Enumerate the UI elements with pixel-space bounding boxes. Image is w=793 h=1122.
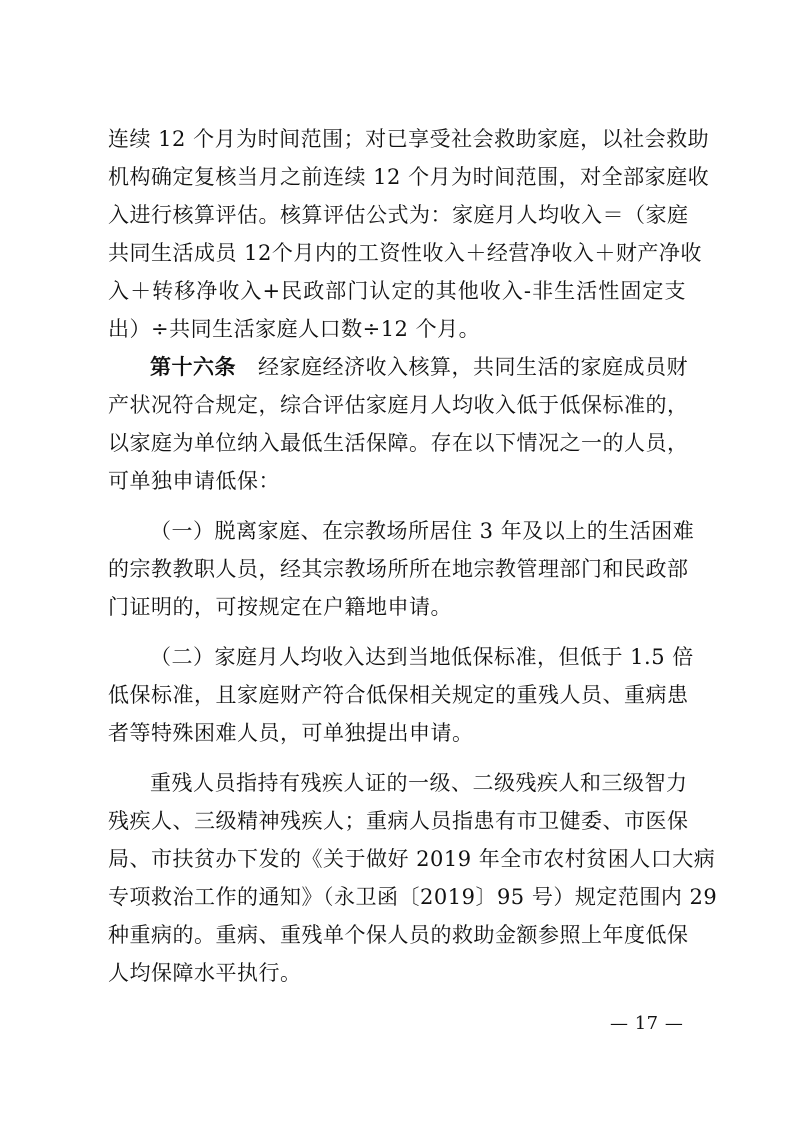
body-text-line: 的宗教教职人员，经其宗教场所所在地宗教管理部门和民政部 <box>108 557 689 581</box>
body-text-line: 局、市扶贫办下发的《关于做好 2019 年全市农村贫困人口大病 <box>108 847 716 871</box>
page-number: — 17 — <box>610 1013 684 1034</box>
body-text-line: 残疾人、三级精神残疾人；重病人员指患有市卫健委、市医保 <box>108 809 689 833</box>
body-text-line: 人均保障水平执行。 <box>108 961 302 985</box>
body-text-line: 可单独申请低保： <box>108 469 280 493</box>
body-text-line: 专项救治工作的通知》（永卫函〔2019〕95 号）规定范围内 29 <box>108 885 718 909</box>
body-text-line: 种重病的。重病、重残单个保人员的救助金额参照上年度低保 <box>108 923 689 947</box>
body-text-line: 产状况符合规定，综合评估家庭月人均收入低于低保标准的， <box>108 393 689 417</box>
body-text-line: 门证明的，可按规定在户籍地申请。 <box>108 595 452 619</box>
body-text-line: 低保标准，且家庭财产符合低保相关规定的重残人员、重病患 <box>108 683 689 707</box>
body-text-line: 连续 12 个月为时间范围；对已享受社会救助家庭，以社会救助 <box>108 127 710 151</box>
body-text-line: 以家庭为单位纳入最低生活保障。存在以下情况之一的人员， <box>108 431 689 455</box>
body-text-line: 出）÷共同生活家庭人口数÷12 个月。 <box>108 317 481 341</box>
body-text-line: （一）脱离家庭、在宗教场所居住 3 年及以上的生活困难 <box>150 519 695 543</box>
article-paragraph-first-line <box>150 353 686 381</box>
body-text-line: （二）家庭月人均收入达到当地低保标准，但低于 1.5 倍 <box>150 645 694 669</box>
body-text-segment: 经家庭经济收入核算，共同生活的家庭成员财 <box>258 355 688 379</box>
body-text-line: 机构确定复核当月之前连续 12 个月为时间范围，对全部家庭收 <box>108 165 710 189</box>
body-text-line: 者等特殊困难人员，可单独提出申请。 <box>108 721 474 745</box>
body-text-line: 入＋转移净收入+民政部门认定的其他收入-非生活性固定支 <box>108 279 686 303</box>
article-heading: 第十六条 <box>150 354 236 379</box>
body-text-line: 共同生活成员 12个月内的工资性收入＋经营净收入＋财产净收 <box>108 241 702 265</box>
body-text-line: 入进行核算评估。核算评估公式为：家庭月人均收入＝（家庭 <box>108 203 689 227</box>
body-text-line: 重残人员指持有残疾人证的一级、二级残疾人和三级智力 <box>150 771 688 795</box>
